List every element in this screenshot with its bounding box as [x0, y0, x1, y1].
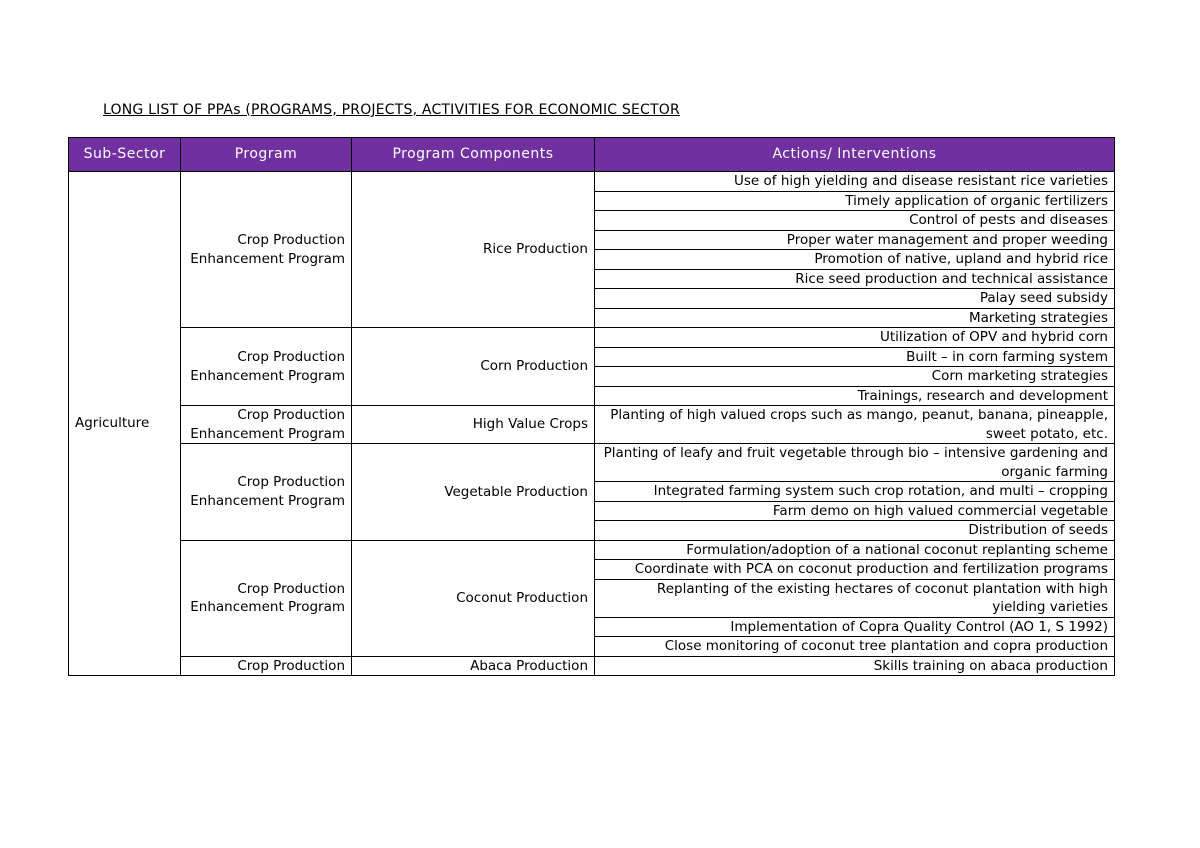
action-cell: Close monitoring of coconut tree plantation and copra production	[595, 637, 1115, 657]
action-cell: Coordinate with PCA on coconut production and fertilization programs	[595, 560, 1115, 580]
table-row	[69, 328, 1115, 348]
action-cell: Formulation/adoption of a national coconut replanting scheme	[595, 540, 1115, 560]
action-cell: Trainings, research and development	[595, 386, 1115, 406]
header-program-components: Program Components	[352, 138, 595, 172]
program-cell: Crop Production Enhancement Program	[181, 540, 352, 656]
table-row	[69, 540, 1115, 560]
program-cell: Crop Production Enhancement Program	[181, 172, 352, 328]
program-cell: Crop Production Enhancement Program	[181, 444, 352, 541]
program-component-cell: Abaca Production	[352, 656, 595, 676]
action-cell: Promotion of native, upland and hybrid rice	[595, 250, 1115, 270]
sub-sector-cell: Agriculture	[69, 172, 181, 676]
header-actions: Actions/ Interventions	[595, 138, 1115, 172]
action-cell: Marketing strategies	[595, 308, 1115, 328]
action-cell: Rice seed production and technical assistance	[595, 269, 1115, 289]
action-cell: Proper water management and proper weeding	[595, 230, 1115, 250]
action-cell: Utilization of OPV and hybrid corn	[595, 328, 1115, 348]
page-title: LONG LIST OF PPAs (PROGRAMS, PROJECTS, ACTIVITIES FOR ECONOMIC SECTOR	[103, 102, 680, 118]
program-component-cell: Vegetable Production	[352, 444, 595, 541]
table-row	[69, 172, 1115, 192]
action-cell: Planting of high valued crops such as mango, peanut, banana, pineapple, sweet potato, etc.	[595, 406, 1115, 444]
program-component-cell: Rice Production	[352, 172, 595, 328]
action-cell: Implementation of Copra Quality Control (AO 1, S 1992)	[595, 617, 1115, 637]
action-cell: Integrated farming system such crop rotation, and multi – cropping	[595, 482, 1115, 502]
action-cell: Palay seed subsidy	[595, 289, 1115, 309]
table-row	[69, 444, 1115, 482]
program-cell: Crop Production	[181, 656, 352, 676]
header-sub-sector: Sub-Sector	[69, 138, 181, 172]
header-program: Program	[181, 138, 352, 172]
action-cell: Built – in corn farming system	[595, 347, 1115, 367]
ppa-table	[68, 137, 1115, 676]
table-body	[69, 172, 1115, 676]
table-header-row	[69, 138, 1115, 172]
action-cell: Corn marketing strategies	[595, 367, 1115, 387]
action-cell: Skills training on abaca production	[595, 656, 1115, 676]
action-cell: Planting of leafy and fruit vegetable through bio – intensive gardening and organic farming	[595, 444, 1115, 482]
action-cell: Timely application of organic fertilizers	[595, 191, 1115, 211]
action-cell: Replanting of the existing hectares of coconut plantation with high yielding varieties	[595, 579, 1115, 617]
action-cell: Distribution of seeds	[595, 521, 1115, 541]
table-row	[69, 406, 1115, 444]
action-cell: Farm demo on high valued commercial vegetable	[595, 501, 1115, 521]
program-component-cell: High Value Crops	[352, 406, 595, 444]
action-cell: Control of pests and diseases	[595, 211, 1115, 231]
program-component-cell: Corn Production	[352, 328, 595, 406]
program-cell: Crop Production Enhancement Program	[181, 328, 352, 406]
action-cell: Use of high yielding and disease resistant rice varieties	[595, 172, 1115, 192]
program-component-cell: Coconut Production	[352, 540, 595, 656]
program-cell: Crop Production Enhancement Program	[181, 406, 352, 444]
table-row	[69, 656, 1115, 676]
